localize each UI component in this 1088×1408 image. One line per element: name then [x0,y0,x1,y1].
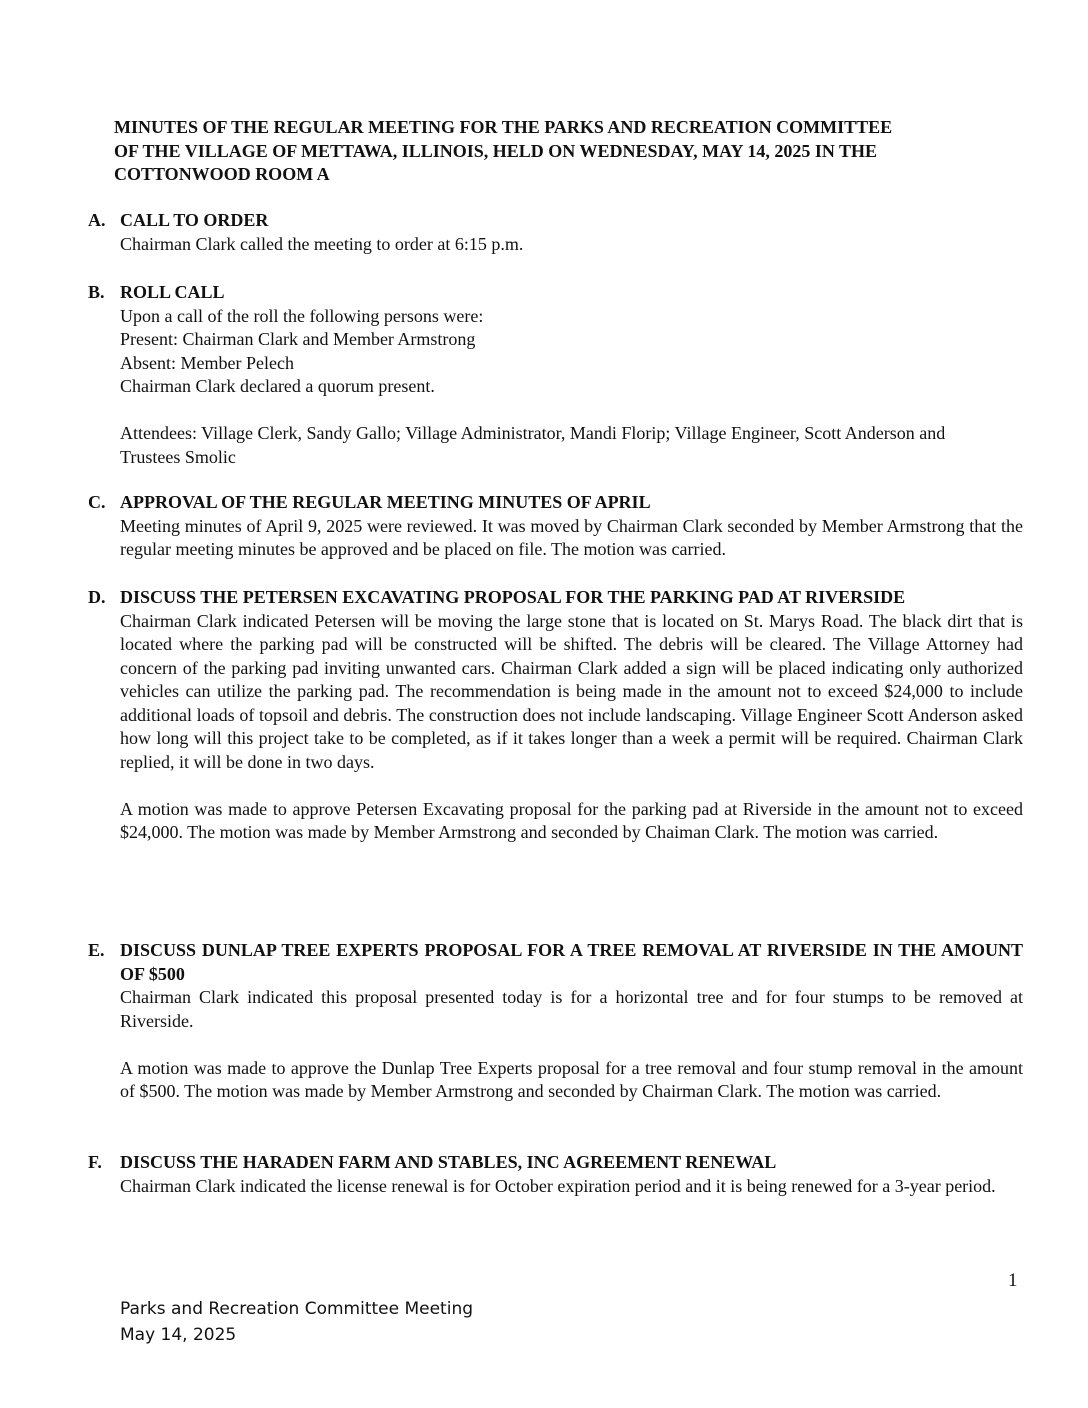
page-footer [120,1296,473,1348]
section-call-to-order [88,209,1023,256]
section-title: CALL TO ORDER [120,210,269,230]
section-haraden-agreement [88,1151,1023,1198]
section-dunlap-proposal [88,939,1023,1104]
roll-call-absent: Absent: Member Pelech [120,352,294,373]
section-text: Chairman Clark indicated the license renewal is for October expiration period and it is being renewed for a 3-year period. [120,1175,996,1196]
section-text: Meeting minutes of April 9, 2025 were reviewed. It was moved by Chairman Clark seconded by Member Armstrong that the regular meeting minutes be approved and be placed on file. The motion was carried. [120,515,1023,559]
header-line-1: MINUTES OF THE REGULAR MEETING FOR THE PARKS AND RECREATION COMMITTEE [114,117,893,137]
header-line-2: OF THE VILLAGE OF METTAWA, ILLINOIS, HELD ON WEDNESDAY, MAY 14, 2025 IN THE [114,140,878,161]
roll-call-line: Upon a call of the roll the following persons were: [120,305,484,326]
section-paragraph-2: A motion was made to approve Petersen Excavating proposal for the parking pad at Riverside in the amount not to exceed $24,000. The motion was made by Member Armstrong and seconded by Chaiman Clark. The motion was carried. [120,798,1023,842]
attendees-text: Attendees: Village Clerk, Sandy Gallo; Village Administrator, Mandi Florip; Village Engineer, Scott Anderson and Trustees Smolic [120,423,946,467]
document-header [114,116,1014,187]
section-roll-call [88,281,1023,469]
section-letter: D. [88,587,106,607]
section-title: APPROVAL OF THE REGULAR MEETING MINUTES OF APRIL [120,492,651,512]
footer-date: May 14, 2025 [120,1325,237,1345]
section-title: ROLL CALL [120,282,225,302]
section-title: DISCUSS THE PETERSEN EXCAVATING PROPOSAL FOR THE PARKING PAD AT RIVERSIDE [120,587,906,607]
section-title: DISCUSS THE HARADEN FARM AND STABLES, INC AGREEMENT RENEWAL [120,1152,777,1172]
section-paragraph-1: Chairman Clark indicated this proposal presented today is for a horizontal tree and for four stumps to be removed at Riverside. [120,987,1023,1031]
section-paragraph-2: A motion was made to approve the Dunlap Tree Experts proposal for a tree removal and four stump removal in the amount of $500. The motion was made by Member Armstrong and seconded by Chairman Clark. The motion was carried. [120,1057,1023,1101]
page-number: 1 [1008,1270,1018,1291]
section-title: DISCUSS DUNLAP TREE EXPERTS PROPOSAL FOR A TREE REMOVAL AT RIVERSIDE IN THE AMOUNT OF $500 [120,940,1023,984]
header-line-3: COTTONWOOD ROOM A [114,164,330,184]
footer-title: Parks and Recreation Committee Meeting [120,1299,474,1319]
section-paragraph-1: Chairman Clark indicated Petersen will be moving the large stone that is located on St. Marys Road. The black dirt that is located where the parking pad will be constructed will be shifted. The debris will be cleared. The Village Attorney had concern of the parking pad inviting unwanted cars. Chairman Clark added a sign will be placed indicating only authorized vehicles can utilize the parking pad. The recommendation is being made in the amount not to exceed $24,000 to include additional loads of topsoil and debris. The construction does not include landscaping. Village Engineer Scott Anderson asked how long will this project take to be completed, as if it takes longer than a week a permit will be required. Chairman Clark replied, it will be done in two days. [120,610,1023,772]
roll-call-present: Present: Chairman Clark and Member Armstrong [120,329,476,349]
section-approval-minutes [88,491,1023,562]
section-letter: F. [88,1152,102,1172]
section-text: Chairman Clark called the meeting to order at 6:15 p.m. [120,233,524,254]
section-petersen-proposal [88,586,1023,845]
section-letter: B. [88,282,105,302]
roll-call-quorum: Chairman Clark declared a quorum present. [120,376,435,396]
section-letter: A. [88,210,106,230]
section-letter: E. [88,940,105,960]
section-letter: C. [88,492,106,512]
